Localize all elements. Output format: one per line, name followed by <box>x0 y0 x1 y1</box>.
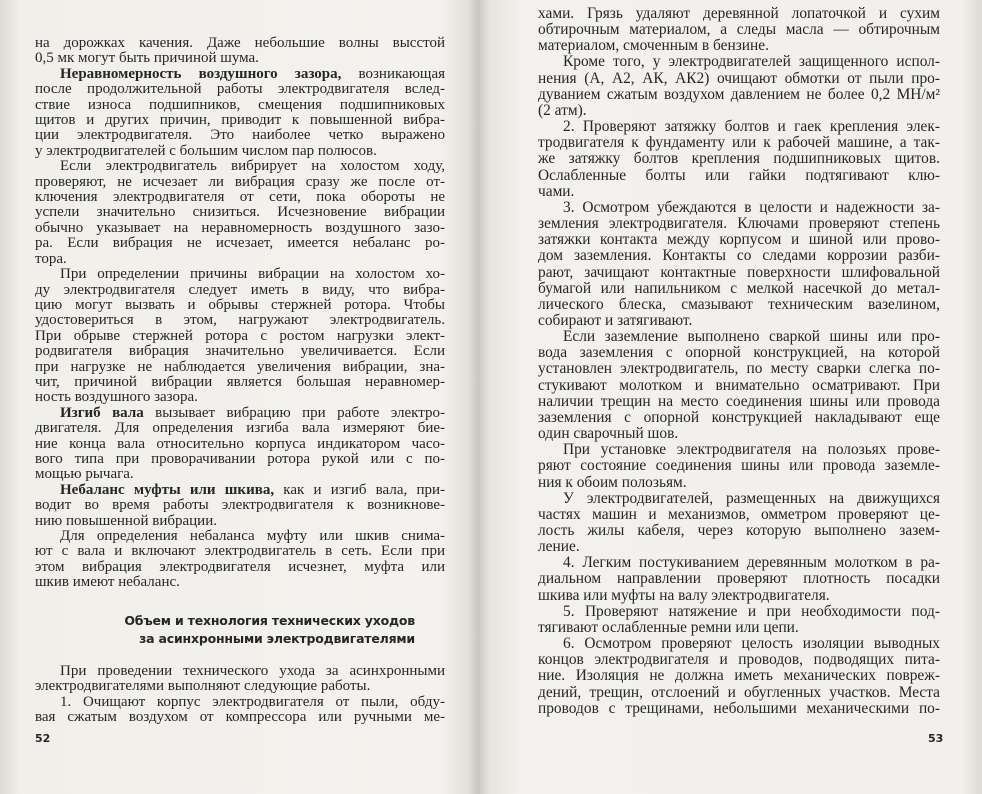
text-line: при нагрузке не наблюдается увеличения вибрации, зна- <box>35 358 445 375</box>
text-line: чами. <box>538 182 575 200</box>
section-heading <box>120 612 415 648</box>
page-number-right: 53 <box>928 732 944 745</box>
text-line: вода заземления с опорной конструкцией, на которой <box>538 344 940 362</box>
paragraph <box>35 664 445 695</box>
page-number-left: 52 <box>35 732 51 745</box>
bold-term: Небаланс муфты или шкива, <box>60 481 275 498</box>
text-line: ность воздушного зазора. <box>35 389 198 406</box>
text-line: 0,5 мк могут быть причиной шума. <box>35 50 259 67</box>
bold-term: Неравномерность воздушного зазора, <box>60 65 342 82</box>
paragraph <box>538 555 940 603</box>
text-line: на дорожках качения. Даже небольшие волны высстой <box>35 35 445 51</box>
text-line: ние. Изоляция не должна иметь механических повреж- <box>538 667 940 685</box>
text-line <box>35 406 445 421</box>
text-line: 3. Осмотром убеждаются в целости и надежности за- <box>563 198 940 216</box>
text-line: заземления с опорной конструкцией накладывают еще <box>538 408 940 426</box>
section-heading-line: Объем и технология технических уходов <box>124 613 415 628</box>
text-line: установлен электродвигатель, по месту сварки слегка по- <box>538 360 940 378</box>
text-line: Если заземление выполнено сваркой шины или про- <box>563 328 940 346</box>
text-line: рают, зачищают контактные поверхности шлифовальной <box>538 263 940 281</box>
text-line: ют с вала и включают электродвигатель в сеть. Если при <box>35 543 445 560</box>
text-line: ряют состояние соединения шины или провода заземле- <box>538 457 940 475</box>
text-line: тродвигателя к фундаменту или к рабочей машине, а так- <box>538 134 940 152</box>
text-line: земления электродвигателя. Ключами проверяют степень <box>538 215 940 233</box>
right-page-text <box>538 6 940 717</box>
text-line: наличии трещин на место соединения шины или провода <box>538 392 940 410</box>
text-line: щитов и других причин, приводит к повышенной вибра- <box>35 112 445 129</box>
text-line: При установке электродвигателя на полозьях прове- <box>563 441 940 459</box>
text-line: ду электродвигателя следует иметь в виду, что вибра- <box>35 281 445 298</box>
text-line: У электродвигателей, размещенных на движущихся <box>563 489 940 507</box>
text-line: же затяжку болтов крепления подшипниковых щитов. <box>538 150 940 168</box>
text-line: родвигателя вибрация значительно увеличивается. Если <box>35 343 445 360</box>
text-line: концов электродвигателя и проводов, подводящих пита- <box>538 651 940 669</box>
paragraph <box>538 54 940 119</box>
text-line: ствие износа подшипников, смещения подшипниковых <box>35 96 445 113</box>
paragraph <box>538 119 940 200</box>
text-line: нию повышенной вибрации. <box>35 512 217 529</box>
text-line: 2. Проверяют затяжку болтов и гаек крепления элек- <box>563 118 940 136</box>
text-line: ния к обоим полозьям. <box>538 473 687 491</box>
text-line: после продолжительной работы электродвигателя вслед- <box>35 81 445 98</box>
paragraph <box>35 483 445 529</box>
text-line-rest: возникающая <box>341 65 446 82</box>
text-line: удостовериться в этом, нагружают электродвигатель. <box>35 312 445 329</box>
text-line: тора. <box>35 250 67 267</box>
text-line: у электродвигателей с большим числом пар полюсов. <box>35 142 377 159</box>
paragraph <box>538 200 940 329</box>
paragraph <box>35 159 445 267</box>
text-line: электродвигателями выполняют следующие работы. <box>35 678 371 695</box>
text-line: проводов с трещинами, небольшими механическими по- <box>538 699 940 717</box>
text-line: шкива или муфты на валу электродвигателя. <box>538 586 830 604</box>
text-line: При проведении технического ухода за асинхронными <box>60 663 445 679</box>
text-line: 5. Проверяют натяжение и при необходимости под- <box>563 602 940 620</box>
text-line: ление. <box>538 538 580 556</box>
text-line: диальном направлении проверяют плотность посадки <box>538 570 940 588</box>
paragraph <box>35 36 445 67</box>
text-line: ние конца вала относительно корпуса индикатором часо- <box>35 435 445 452</box>
paragraph <box>538 329 940 442</box>
text-line: дений, трещин, отслоений и обугленных участков. Места <box>538 683 940 701</box>
text-line: обтирочным материалом, а следы масла — обтирочным <box>538 21 940 39</box>
text-line: При обрыве стержней ротора с ростом нагрузки элект- <box>35 327 445 344</box>
bold-term: Изгиб вала <box>60 404 144 421</box>
text-line: лость жилы кабеля, через которую выполнено зазем- <box>538 522 940 539</box>
text-line: При определении причины вибрации на холостом хо- <box>60 266 445 283</box>
text-line <box>35 483 445 498</box>
text-line: лического блеска, смазывают техническим вазелином, <box>538 295 940 313</box>
text-line: обычно указывает на неравномерность воздушного зазо- <box>35 219 445 236</box>
paragraph <box>35 267 445 406</box>
paragraph <box>538 442 940 490</box>
paragraph <box>538 636 940 717</box>
text-line: вая сжатым воздухом от компрессора или ручными ме- <box>35 709 445 726</box>
text-line: стукивают молотком и внимательно осматривают. При <box>538 376 940 394</box>
text-line: 1. Очищают корпус электродвигателя от пыли, обду- <box>60 693 445 710</box>
text-line: хами. Грязь удаляют деревянной лопаточкой и сухим <box>538 5 940 22</box>
paragraph <box>35 406 445 483</box>
text-line: собирают и затягивают. <box>538 311 693 329</box>
text-line: Если электродвигатель вибрирует на холостом ходу, <box>60 158 445 175</box>
paragraph <box>35 695 445 726</box>
text-line: нения (А, А2, АК, АК2) очищают обмотки от пыли про- <box>538 69 940 87</box>
section-heading-line: за асинхронными электродвигателями <box>139 631 415 646</box>
left-page-text <box>35 36 445 591</box>
text-line: успели значительно снизиться. Исчезновение вибрации <box>35 204 445 221</box>
text-line <box>35 67 445 82</box>
text-line: ра. Если вибрация не исчезает, имеется небаланс ро- <box>35 235 445 252</box>
text-line: один сварочный шов. <box>538 425 679 443</box>
text-line: Для определения небаланса муфту или шкив снима- <box>60 528 445 544</box>
text-line: шкив имеют небаланс. <box>35 574 180 591</box>
text-line: ключения электродвигателя от сети, пока обороты не <box>35 189 445 206</box>
text-line: (2 атм). <box>538 101 587 119</box>
text-line-rest: как и изгиб вала, при- <box>274 481 445 498</box>
text-line: Кроме того, у электродвигателей защищенного испол- <box>563 53 940 71</box>
text-line: чит, причиной вибрации является большая неравномер- <box>35 373 445 390</box>
text-line: двигателя. Для определения изгиба вала измеряют бие- <box>35 420 445 437</box>
text-line: бумагой или напильником с мелкой насечкой до метал- <box>538 279 940 297</box>
text-line: дуванием сжатым воздухом давлением не более 0,2 МН/м² <box>538 85 940 103</box>
paragraph <box>35 67 445 159</box>
text-line: 6. Осмотром проверяют целость изоляции выводных <box>563 635 940 653</box>
paragraph <box>35 529 445 591</box>
text-line: водит во время работы электродвигателя к возникнове- <box>35 497 445 514</box>
left-page-text-after-heading <box>35 664 445 726</box>
text-line: Ослабленные болты или гайки подтягивают клю- <box>538 166 940 184</box>
text-line: цию могут вызвать и обрывы стержней ротора. Чтобы <box>35 296 445 313</box>
text-line: 4. Легким постукиванием деревянным молотком в ра- <box>563 554 940 572</box>
paragraph <box>538 491 940 556</box>
text-line: частях машин и механизмов, омметром проверяют це- <box>538 505 940 523</box>
text-line: ции электродвигателя. Это наиболее четко выражено <box>35 127 445 144</box>
text-line: тягивают ослабленные ремни или цепи. <box>538 618 799 636</box>
text-line: вого типа при проворачивании ротора рукой или с по- <box>35 450 445 467</box>
text-line-rest: вызывает вибрацию при работе электро- <box>143 404 445 421</box>
text-line: проверяют, не исчезает ли вибрация сразу же после от- <box>35 173 445 190</box>
text-line: затяжки контакта между корпусом и шиной или прово- <box>538 231 940 249</box>
text-line: мощью рычага. <box>35 466 134 483</box>
paragraph <box>538 604 940 636</box>
text-line: дом заземления. Контакты со следами коррозии разби- <box>538 247 940 265</box>
text-line: этом вибрация электродвигателя исчезнет, муфта или <box>35 558 445 575</box>
paragraph <box>538 6 940 54</box>
text-line: материалом, смоченным в бензине. <box>538 37 769 55</box>
